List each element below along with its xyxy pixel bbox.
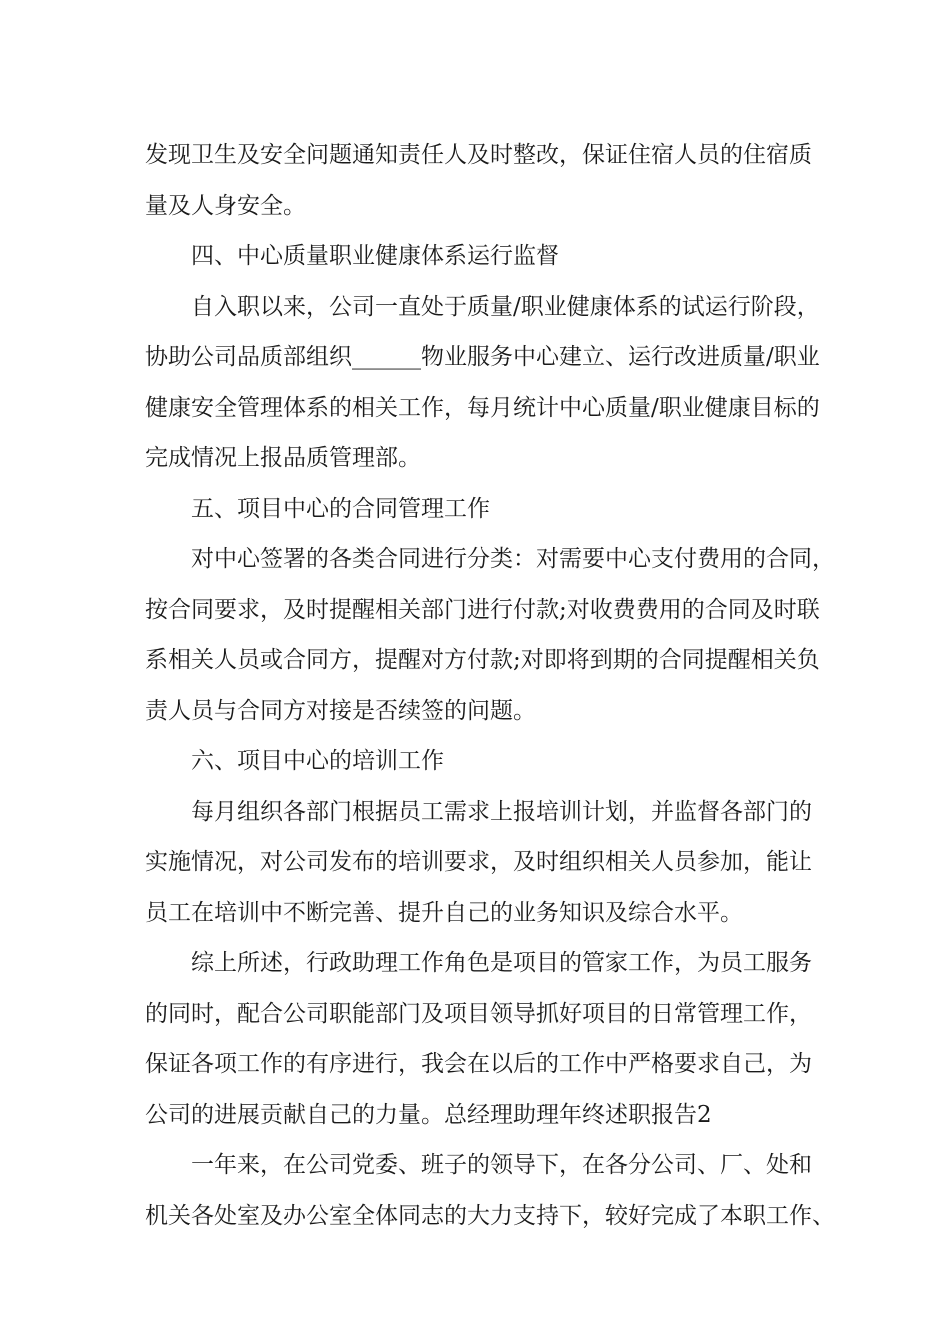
text-line-2: 量及人身安全。 — [145, 192, 306, 219]
text-line-9: 对中心签署的各类合同进行分类：对需要中心支付费用的合同， — [191, 546, 835, 572]
text-line-14: 每月组织各部门根据员工需求上报培训计划，并监督各部门的 — [191, 798, 812, 825]
text-line-6: 健康安全管理体系的相关工作，每月统计中心质量/职业健康目标的 — [145, 394, 820, 421]
text-line-18: 的同时，配合公司职能部门及项目领导抓好项目的日常管理工作， — [145, 1000, 812, 1027]
text-line-7: 完成情况上报品质管理部。 — [145, 445, 421, 471]
text-line-4: 自入职以来，公司一直处于质量/职业健康体系的试运行阶段， — [191, 293, 820, 320]
section-heading-6: 六、项目中心的培训工作 — [191, 748, 444, 774]
text-line-20: 公司的进展贡献自己的力量。总经理助理年终述职报告2 — [145, 1101, 712, 1128]
section-heading-4: 四、中心质量职业健康体系运行监督 — [191, 243, 559, 269]
section-heading-5: 五、项目中心的合同管理工作 — [191, 495, 490, 522]
text-line-12: 责人员与合同方对接是否续签的问题。 — [145, 697, 536, 724]
text-line-16: 员工在培训中不断完善、提升自己的业务知识及综合水平。 — [145, 899, 743, 926]
text-line-5: 协助公司品质部组织______物业服务中心建立、运行改进质量/职业 — [145, 344, 820, 370]
text-line-11: 系相关人员或合同方，提醒对方付款;对即将到期的合同提醒相关负 — [145, 647, 820, 673]
text-line-10: 按合同要求，及时提醒相关部门进行付款;对收费费用的合同及时联 — [145, 596, 820, 623]
text-line-19: 保证各项工作的有序进行，我会在以后的工作中严格要求自己，为 — [145, 1051, 812, 1077]
text-line-21: 一年来，在公司党委、班子的领导下，在各分公司、厂、处和 — [191, 1152, 812, 1178]
text-line-17: 综上所述，行政助理工作角色是项目的管家工作，为员工服务 — [191, 950, 812, 976]
text-line-15: 实施情况，对公司发布的培训要求，及时组织相关人员参加，能让 — [145, 849, 812, 875]
text-line-22: 机关各处室及办公室全体同志的大力支持下，较好完成了本职工作、 — [145, 1202, 835, 1229]
document-body — [145, 130, 835, 1241]
text-line-1: 发现卫生及安全问题通知责任人及时整改，保证住宿人员的住宿质 — [145, 142, 812, 168]
